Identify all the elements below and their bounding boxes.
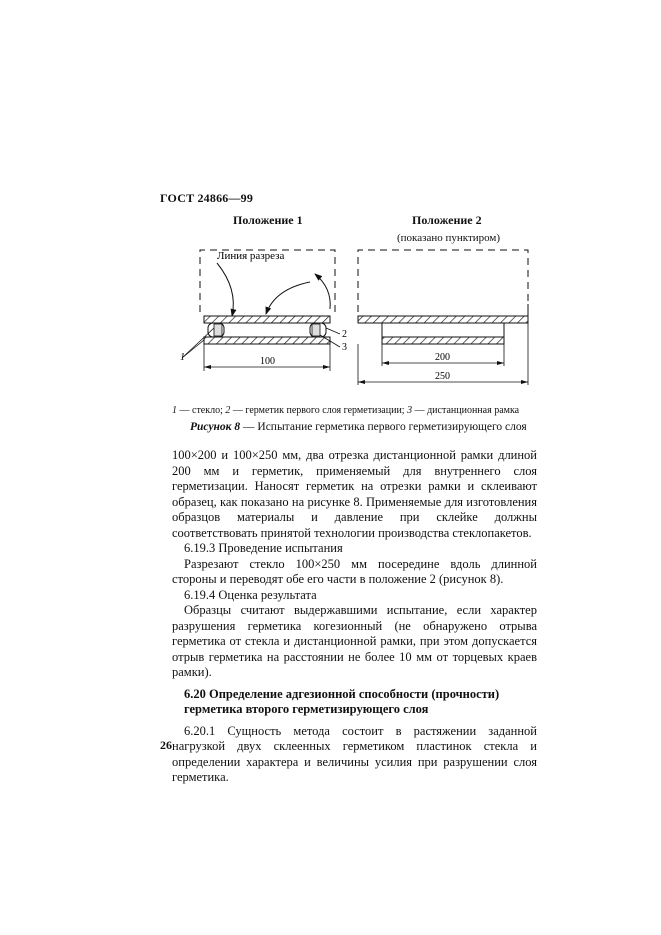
figure-8-drawing [180, 244, 540, 399]
paragraph-6-20-1: 6.20.1 Сущность метода состоит в растяжении заданной нагрузкой двух склеенных герметиком пластинок стекла и определении характера и величины усилия при разрушении слоя герметика. [172, 723, 537, 784]
position-2-note: (показано пунктиром) [397, 232, 501, 244]
dimension-250: 250 [435, 371, 450, 382]
position-2-title: Положение 2 [412, 213, 482, 227]
page-number: 26 [160, 738, 172, 752]
paragraph-result-evaluation: Образцы считают выдержавшими испытание, если характер разрушения герметика когезионный (не обнаружено отрыва герметика от стекла и дистанционной рамки, при этом допускается отрыв герметика на расстоянии не более 10 мм от торцевых краев рамки). [172, 603, 537, 679]
heading-6-19-4: 6.19.4 Оценка результата [184, 587, 317, 602]
paragraph-materials: 100×200 и 100×250 мм, два отрезка дистанционной рамки длиной 200 мм и герметик, применяемый для внутреннего слоя герметизации. Наносят герметик на отрезки рамки и склеивают образец, как показано на рисунке 8. Применяемые для изготовления образцов материалы и давление при склейке должны соответствовать принятой технологии производства стеклопакетов. [172, 448, 537, 540]
figure-caption [190, 421, 527, 433]
arrow-left-rotate [217, 263, 233, 316]
arrow-right-rotate [315, 274, 330, 309]
glass-short [382, 337, 504, 344]
glass-top [204, 316, 330, 323]
paragraph-test-procedure: Разрезают стекло 100×250 мм посередине вдоль длинной стороны и переводят обе его части в положение 2 (рисунок 8). [172, 556, 537, 586]
callout-3: 3 [342, 342, 347, 353]
legend-text-1: — стекло; [177, 405, 226, 416]
heading-6-19-3: 6.19.3 Проведение испытания [184, 541, 343, 555]
spacer-left [214, 324, 222, 336]
glass-bottom [204, 337, 330, 344]
legend-text-3: — дистанционная рамка [412, 405, 520, 416]
document-code: ГОСТ 24866—99 [160, 191, 254, 205]
figure-legend [172, 405, 519, 416]
caption-text: — Испытание герметика первого герметизирующего слоя [240, 421, 527, 433]
dashed-outline-position-2 [358, 250, 528, 312]
body-text [172, 448, 537, 786]
section-6-20-title: 6.20 Определение адгезионной способности (прочности) герметика второго герметизирующего слоя [184, 686, 500, 716]
legend-num-1: 1 [172, 405, 177, 416]
spacer-right [312, 324, 320, 336]
arrow-cut-line [266, 282, 310, 314]
position-2-drawing [358, 250, 528, 385]
caption-label: Рисунок 8 [190, 421, 241, 433]
legend-num-3: 3 [407, 405, 413, 416]
position-1-drawing [180, 250, 347, 371]
cut-line-label: Линия разреза [217, 250, 285, 262]
callout-2: 2 [342, 329, 347, 340]
dimension-100: 100 [260, 356, 275, 367]
callout-1: 1 [180, 352, 185, 363]
legend-num-2: 2 [225, 405, 231, 416]
glass-long [358, 316, 528, 323]
legend-text-2: — герметик первого слоя герметизации; [230, 405, 408, 416]
position-1-title: Положение 1 [233, 213, 303, 227]
dimension-200: 200 [435, 352, 450, 363]
